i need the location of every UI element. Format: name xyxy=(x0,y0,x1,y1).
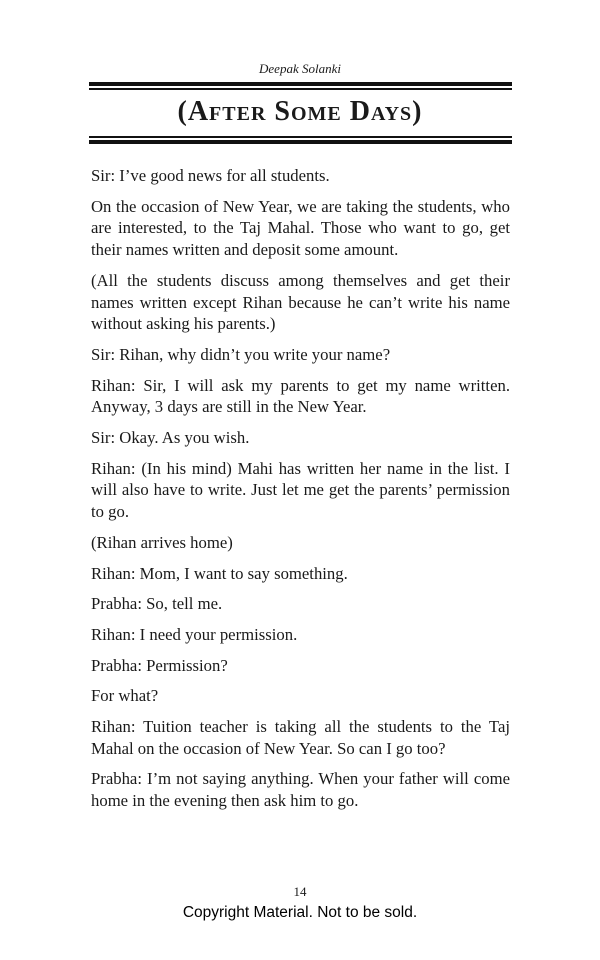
paragraph: Rihan: Mom, I want to say something. xyxy=(91,563,348,583)
paragraph: Rihan: I need your permission. xyxy=(91,624,298,644)
title-rule-bottom-thin xyxy=(89,136,512,138)
title-rule-top-thin xyxy=(89,88,512,90)
paragraph: Sir: I’ve good news for all students. xyxy=(91,166,330,185)
paragraph: Prabha: So, tell me. xyxy=(91,594,223,614)
paragraph: On the occasion of New Year, we are taking the students, who are interested, to the Taj Mahal. Those who want to go, get their names written and deposit some amount. xyxy=(91,196,510,260)
title-rule-top-thick xyxy=(89,82,512,86)
paragraph: Prabha: Permission? xyxy=(91,655,228,675)
paragraph: Sir: Rihan, why didn’t you write your name? xyxy=(91,344,391,364)
paragraph: Prabha: I’m not saying anything. When your father will come home in the evening then ask him to go. xyxy=(91,769,510,811)
copyright-notice: Copyright Material. Not to be sold. xyxy=(182,904,418,921)
page-number: 14 xyxy=(293,884,307,899)
paragraph: Rihan: Sir, I will ask my parents to get my name written. Anyway, 3 days are still in the New Year. xyxy=(91,375,510,417)
title-rule-bottom-thick xyxy=(89,140,512,144)
paragraph: For what? xyxy=(91,686,159,706)
paragraph: Sir: Okay. As you wish. xyxy=(91,428,250,448)
paragraph: Rihan: Tuition teacher is taking all the students to the Taj Mahal on the occasion of New Year. So can I go too? xyxy=(91,717,510,758)
paragraph: (Rihan arrives home) xyxy=(91,532,233,552)
running-head-author: Deepak Solanki xyxy=(259,61,341,76)
body-text xyxy=(91,165,510,821)
paragraph: (All the students discuss among themselves and get their names written except Rihan because he can’t write his name without asking his parents.) xyxy=(91,270,510,334)
chapter-title: (After Some Days) xyxy=(177,96,423,127)
paragraph: Rihan: (In his mind) Mahi has written her name in the list. I will also have to write. Just let me get the parents’ permission to go. xyxy=(91,458,510,522)
